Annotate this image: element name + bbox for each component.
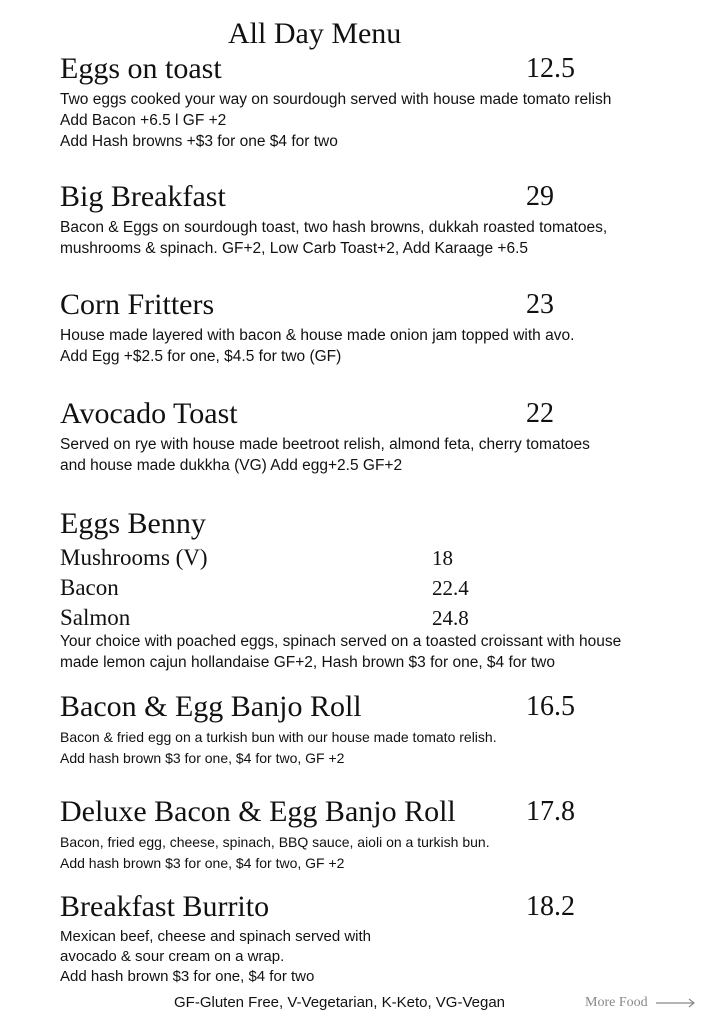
item-name: Corn Fritters <box>60 288 215 321</box>
item-price: 16.5 <box>526 691 575 722</box>
item-price: 29 <box>526 181 554 212</box>
item-description <box>60 727 700 769</box>
description-line: avocado & sour cream on a wrap. <box>60 948 285 965</box>
menu-item-big-breakfast <box>60 180 700 259</box>
option-row <box>60 573 700 603</box>
menu-item-avocado-toast <box>60 397 700 476</box>
option-price: 18 <box>432 546 453 570</box>
item-price: 12.5 <box>526 53 575 84</box>
item-description <box>60 832 700 874</box>
menu-item-eggs-on-toast <box>60 52 700 152</box>
description-line: House made layered with bacon & house made onion jam topped with avo. <box>60 327 575 344</box>
arrow-right-icon <box>656 997 696 1009</box>
item-price: 22 <box>526 398 554 429</box>
menu-item-breakfast-burrito <box>60 890 700 987</box>
item-price: 18.2 <box>526 891 575 922</box>
description-line: Add Hash browns +$3 for one $4 for two <box>60 133 338 150</box>
item-description <box>60 89 700 152</box>
menu-item-eggs-benny <box>60 507 700 673</box>
description-line: Add hash brown $3 for one, $4 for two <box>60 968 315 985</box>
option-row <box>60 603 700 633</box>
item-name: Avocado Toast <box>60 397 238 430</box>
item-description <box>60 927 700 987</box>
item-price: 17.8 <box>526 796 575 827</box>
description-line: Your choice with poached eggs, spinach served on a toasted croissant with house <box>60 633 622 650</box>
description-line: made lemon cajun hollandaise GF+2, Hash brown $3 for one, $4 for two <box>60 654 555 671</box>
dietary-legend: GF-Gluten Free, V-Vegetarian, K-Keto, VG-Vegan <box>174 994 506 1011</box>
menu-title: All Day Menu <box>228 17 402 50</box>
item-description <box>60 631 700 673</box>
option-price: 24.8 <box>432 606 469 630</box>
option-price: 22.4 <box>432 576 469 600</box>
item-name: Big Breakfast <box>60 180 226 213</box>
menu-item-deluxe-banjo-roll <box>60 795 700 874</box>
description-line: Add hash brown $3 for one, $4 for two, GF +2 <box>60 750 345 766</box>
description-line: and house made dukkha (VG) Add egg+2.5 GF+2 <box>60 457 403 474</box>
more-food-link[interactable] <box>585 993 696 1013</box>
item-name: Eggs on toast <box>60 52 222 85</box>
option-name: Bacon <box>60 575 119 600</box>
option-name: Salmon <box>60 605 131 630</box>
menu-item-corn-fritters <box>60 288 700 367</box>
description-line: Add Bacon +6.5 l GF +2 <box>60 112 227 129</box>
option-name: Mushrooms (V) <box>60 545 208 570</box>
menu-item-banjo-roll <box>60 690 700 769</box>
description-line: mushrooms & spinach. GF+2, Low Carb Toast+2, Add Karaage +6.5 <box>60 240 528 257</box>
item-description <box>60 217 700 259</box>
item-description <box>60 325 700 367</box>
description-line: Add Egg +$2.5 for one, $4.5 for two (GF) <box>60 348 342 365</box>
description-line: Served on rye with house made beetroot relish, almond feta, cherry tomatoes <box>60 436 590 453</box>
item-name: Deluxe Bacon & Egg Banjo Roll <box>60 795 456 828</box>
description-line: Bacon & fried egg on a turkish bun with our house made tomato relish. <box>60 729 497 745</box>
description-line: Two eggs cooked your way on sourdough served with house made tomato relish <box>60 91 612 108</box>
description-line: Mexican beef, cheese and spinach served with <box>60 928 372 945</box>
item-name: Bacon & Egg Banjo Roll <box>60 690 362 723</box>
item-name: Breakfast Burrito <box>60 890 270 923</box>
description-line: Bacon, fried egg, cheese, spinach, BBQ sauce, aioli on a turkish bun. <box>60 834 490 850</box>
description-line: Add hash brown $3 for one, $4 for two, GF +2 <box>60 855 345 871</box>
description-line: Bacon & Eggs on sourdough toast, two hash browns, dukkah roasted tomatoes, <box>60 219 608 236</box>
item-description <box>60 434 700 476</box>
option-row <box>60 543 700 573</box>
more-food-label: More Food <box>585 995 648 1010</box>
item-name: Eggs Benny <box>60 507 206 540</box>
item-price: 23 <box>526 289 554 320</box>
